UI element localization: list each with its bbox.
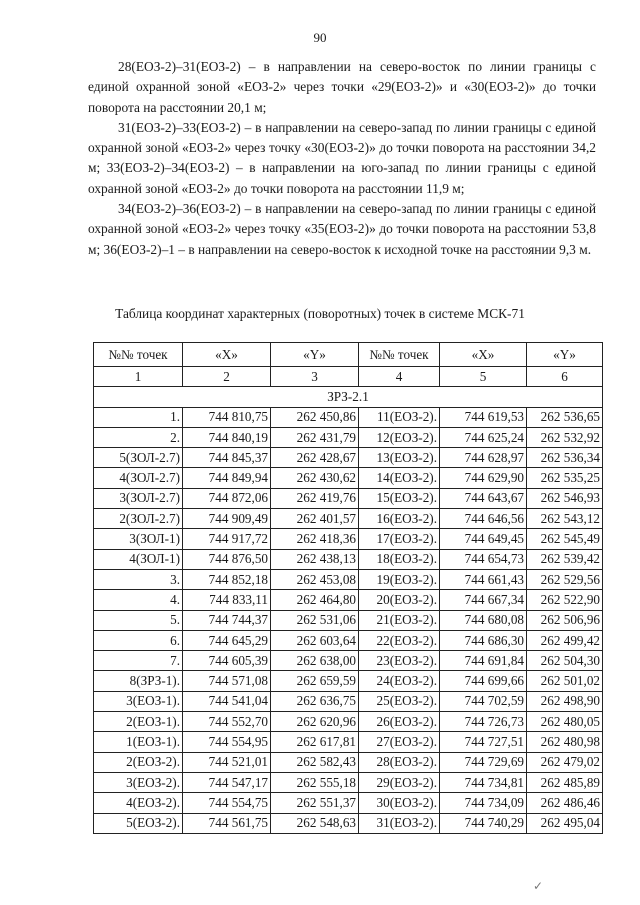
- cell-x-left: 744 561,75: [183, 813, 271, 833]
- cell-x-right: 744 667,34: [440, 590, 527, 610]
- cell-x-right: 744 680,08: [440, 610, 527, 630]
- cell-point-left: 3(ЕОЗ-1).: [94, 691, 183, 711]
- cell-y-left: 262 428,67: [271, 448, 359, 468]
- cell-y-right: 262 532,92: [527, 427, 603, 447]
- index-cell: 1: [94, 367, 183, 387]
- cell-point-left: 3(ЗОЛ-1): [94, 529, 183, 549]
- cell-point-left: 5.: [94, 610, 183, 630]
- cell-x-left: 744 605,39: [183, 651, 271, 671]
- index-cell: 2: [183, 367, 271, 387]
- cell-point-right: 31(ЕОЗ-2).: [359, 813, 440, 833]
- cell-y-right: 262 498,90: [527, 691, 603, 711]
- cell-y-left: 262 582,43: [271, 752, 359, 772]
- cell-y-right: 262 480,98: [527, 732, 603, 752]
- cell-y-left: 262 620,96: [271, 712, 359, 732]
- index-cell: 6: [527, 367, 603, 387]
- table-row: [94, 671, 603, 691]
- table-row: [94, 732, 603, 752]
- table-row: [94, 610, 603, 630]
- cell-x-right: 744 625,24: [440, 427, 527, 447]
- header-y-left: «Y»: [271, 343, 359, 367]
- table-row: [94, 630, 603, 650]
- cell-point-left: 2(ЕОЗ-2).: [94, 752, 183, 772]
- cell-point-right: 24(ЕОЗ-2).: [359, 671, 440, 691]
- cell-x-left: 744 744,37: [183, 610, 271, 630]
- cell-point-left: 6.: [94, 630, 183, 650]
- cell-y-right: 262 539,42: [527, 549, 603, 569]
- index-cell: 4: [359, 367, 440, 387]
- cell-x-right: 744 646,56: [440, 509, 527, 529]
- cell-x-left: 744 833,11: [183, 590, 271, 610]
- cell-y-right: 262 495,04: [527, 813, 603, 833]
- header-points-right: №№ точек: [359, 343, 440, 367]
- table-row: [94, 569, 603, 589]
- table-caption: Таблица координат характерных (поворотных) точек в системе МСК-71: [115, 306, 525, 321]
- cell-x-left: 744 876,50: [183, 549, 271, 569]
- body-text: [88, 57, 596, 260]
- cell-x-left: 744 840,19: [183, 427, 271, 447]
- cell-point-left: 2(ЗОЛ-2.7): [94, 509, 183, 529]
- cell-point-right: 18(ЕОЗ-2).: [359, 549, 440, 569]
- cell-point-left: 7.: [94, 651, 183, 671]
- table-row: [94, 407, 603, 427]
- cell-x-left: 744 552,70: [183, 712, 271, 732]
- table-row: [94, 712, 603, 732]
- cell-x-right: 744 702,59: [440, 691, 527, 711]
- cell-x-right: 744 729,69: [440, 752, 527, 772]
- cell-x-right: 744 649,45: [440, 529, 527, 549]
- table-row: [94, 651, 603, 671]
- cell-x-right: 744 691,84: [440, 651, 527, 671]
- table-row: [94, 691, 603, 711]
- cell-y-right: 262 479,02: [527, 752, 603, 772]
- header-x-right: «X»: [440, 343, 527, 367]
- cell-point-right: 13(ЕОЗ-2).: [359, 448, 440, 468]
- cell-x-right: 744 734,81: [440, 772, 527, 792]
- header-y-right: «Y»: [527, 343, 603, 367]
- cell-point-right: 29(ЕОЗ-2).: [359, 772, 440, 792]
- cell-y-left: 262 531,06: [271, 610, 359, 630]
- cell-x-left: 744 521,01: [183, 752, 271, 772]
- cell-x-right: 744 643,67: [440, 488, 527, 508]
- cell-x-right: 744 629,90: [440, 468, 527, 488]
- cell-y-left: 262 603,64: [271, 630, 359, 650]
- cell-point-right: 22(ЕОЗ-2).: [359, 630, 440, 650]
- cell-point-right: 16(ЕОЗ-2).: [359, 509, 440, 529]
- cell-point-left: 2.: [94, 427, 183, 447]
- cell-x-left: 744 810,75: [183, 407, 271, 427]
- cell-y-left: 262 555,18: [271, 772, 359, 792]
- cell-y-left: 262 636,75: [271, 691, 359, 711]
- table-row: [94, 793, 603, 813]
- cell-y-left: 262 438,13: [271, 549, 359, 569]
- page-number: 90: [313, 30, 327, 45]
- cell-point-right: 27(ЕОЗ-2).: [359, 732, 440, 752]
- table-row: [94, 427, 603, 447]
- cell-y-left: 262 430,62: [271, 468, 359, 488]
- cell-point-right: 30(ЕОЗ-2).: [359, 793, 440, 813]
- cell-x-right: 744 740,29: [440, 813, 527, 833]
- cell-point-left: 5(ЗОЛ-2.7): [94, 448, 183, 468]
- cell-y-right: 262 501,02: [527, 671, 603, 691]
- cell-y-left: 262 551,37: [271, 793, 359, 813]
- cell-x-left: 744 852,18: [183, 569, 271, 589]
- cell-point-left: 3.: [94, 569, 183, 589]
- cell-point-right: 15(ЕОЗ-2).: [359, 488, 440, 508]
- table-row: [94, 549, 603, 569]
- cell-point-left: 3(ЗОЛ-2.7): [94, 488, 183, 508]
- cell-point-right: 12(ЕОЗ-2).: [359, 427, 440, 447]
- cell-x-left: 744 547,17: [183, 772, 271, 792]
- cell-y-right: 262 486,46: [527, 793, 603, 813]
- cell-x-left: 744 917,72: [183, 529, 271, 549]
- cell-y-left: 262 431,79: [271, 427, 359, 447]
- cell-x-right: 744 654,73: [440, 549, 527, 569]
- cell-y-right: 262 504,30: [527, 651, 603, 671]
- cell-y-left: 262 659,59: [271, 671, 359, 691]
- cell-point-right: 19(ЕОЗ-2).: [359, 569, 440, 589]
- table-row: [94, 488, 603, 508]
- table-row: [94, 772, 603, 792]
- table-row: [94, 752, 603, 772]
- cell-point-left: 4(ЕОЗ-2).: [94, 793, 183, 813]
- cell-y-right: 262 543,12: [527, 509, 603, 529]
- cell-x-left: 744 554,75: [183, 793, 271, 813]
- cell-x-right: 744 628,97: [440, 448, 527, 468]
- cell-y-right: 262 535,25: [527, 468, 603, 488]
- cell-y-right: 262 529,56: [527, 569, 603, 589]
- cell-y-right: 262 480,05: [527, 712, 603, 732]
- cell-x-left: 744 554,95: [183, 732, 271, 752]
- cell-x-left: 744 645,29: [183, 630, 271, 650]
- cell-point-left: 2(ЕОЗ-1).: [94, 712, 183, 732]
- cell-y-left: 262 419,76: [271, 488, 359, 508]
- cell-y-right: 262 522,90: [527, 590, 603, 610]
- cell-point-right: 17(ЕОЗ-2).: [359, 529, 440, 549]
- cell-x-right: 744 619,53: [440, 407, 527, 427]
- cell-x-left: 744 571,08: [183, 671, 271, 691]
- cell-y-right: 262 485,89: [527, 772, 603, 792]
- cell-point-right: 23(ЕОЗ-2).: [359, 651, 440, 671]
- cell-point-left: 4(ЗОЛ-1): [94, 549, 183, 569]
- section-label: ЗРЗ-2.1: [94, 387, 603, 407]
- table-row: [94, 509, 603, 529]
- header-points-left: №№ точек: [94, 343, 183, 367]
- cell-y-left: 262 617,81: [271, 732, 359, 752]
- cell-y-left: 262 638,00: [271, 651, 359, 671]
- cell-point-left: 1.: [94, 407, 183, 427]
- cell-point-right: 14(ЕОЗ-2).: [359, 468, 440, 488]
- cell-point-right: 28(ЕОЗ-2).: [359, 752, 440, 772]
- cell-x-right: 744 727,51: [440, 732, 527, 752]
- cell-y-left: 262 401,57: [271, 509, 359, 529]
- cell-x-right: 744 734,09: [440, 793, 527, 813]
- header-x-left: «X»: [183, 343, 271, 367]
- cell-y-left: 262 464,80: [271, 590, 359, 610]
- cell-y-left: 262 450,86: [271, 407, 359, 427]
- cell-y-right: 262 499,42: [527, 630, 603, 650]
- cell-point-left: 1(ЕОЗ-1).: [94, 732, 183, 752]
- index-cell: 5: [440, 367, 527, 387]
- cell-x-left: 744 541,04: [183, 691, 271, 711]
- cell-x-left: 744 845,37: [183, 448, 271, 468]
- coordinates-table: [93, 342, 603, 834]
- table-row: [94, 448, 603, 468]
- cell-point-right: 21(ЕОЗ-2).: [359, 610, 440, 630]
- table-index-row: [94, 367, 603, 387]
- cell-y-right: 262 536,34: [527, 448, 603, 468]
- table-row: [94, 813, 603, 833]
- cell-x-right: 744 726,73: [440, 712, 527, 732]
- index-cell: 3: [271, 367, 359, 387]
- cell-x-left: 744 849,94: [183, 468, 271, 488]
- cell-y-left: 262 548,63: [271, 813, 359, 833]
- table-row: [94, 590, 603, 610]
- paragraph-3: 34(ЕОЗ-2)–36(ЕОЗ-2) – в направлении на северо-запад по линии границы с единой охранной зоной «ЕОЗ-2» через точку «35(ЕОЗ-2)» до точки поворота на расстоянии 53,8 м; 36(ЕОЗ-2)–1 – в направлении на северо-восток к исходной точке на расстоянии 9,3 м.: [88, 201, 596, 257]
- cell-y-right: 262 506,96: [527, 610, 603, 630]
- cell-point-right: 26(ЕОЗ-2).: [359, 712, 440, 732]
- cell-point-right: 25(ЕОЗ-2).: [359, 691, 440, 711]
- cell-y-left: 262 453,08: [271, 569, 359, 589]
- cell-point-left: 3(ЕОЗ-2).: [94, 772, 183, 792]
- table-section-row: [94, 387, 603, 407]
- cell-x-left: 744 872,06: [183, 488, 271, 508]
- cell-point-left: 5(ЕОЗ-2).: [94, 813, 183, 833]
- cell-x-right: 744 661,43: [440, 569, 527, 589]
- corner-mark: ✓: [533, 879, 544, 893]
- table-row: [94, 529, 603, 549]
- cell-y-right: 262 546,93: [527, 488, 603, 508]
- paragraph-2: 31(ЕОЗ-2)–33(ЕОЗ-2) – в направлении на северо-запад по линии границы с единой охранной зоной «ЕОЗ-2» через точку «30(ЕОЗ-2)» до точки поворота на расстоянии 34,2 м; 33(ЕОЗ-2)–34(ЕОЗ-2) – в направлении на юго-запад по линии границы с единой охранной зоной «ЕОЗ-2» до точки поворота на расстоянии 11,9 м;: [88, 119, 596, 196]
- table-row: [94, 468, 603, 488]
- paragraph-1: 28(ЕОЗ-2)–31(ЕОЗ-2) – в направлении на северо-восток по линии границы с единой охранной зоной «ЕОЗ-2» через точки «29(ЕОЗ-2)» и «30(ЕОЗ-2)» до точки поворота на расстоянии 20,1 м;: [88, 59, 596, 115]
- cell-point-right: 20(ЕОЗ-2).: [359, 590, 440, 610]
- table-header-row: [94, 343, 603, 367]
- cell-y-right: 262 545,49: [527, 529, 603, 549]
- cell-y-right: 262 536,65: [527, 407, 603, 427]
- cell-point-left: 8(ЗРЗ-1).: [94, 671, 183, 691]
- cell-point-left: 4(ЗОЛ-2.7): [94, 468, 183, 488]
- cell-x-left: 744 909,49: [183, 509, 271, 529]
- cell-x-right: 744 699,66: [440, 671, 527, 691]
- cell-point-right: 11(ЕОЗ-2).: [359, 407, 440, 427]
- cell-y-left: 262 418,36: [271, 529, 359, 549]
- cell-x-right: 744 686,30: [440, 630, 527, 650]
- cell-point-left: 4.: [94, 590, 183, 610]
